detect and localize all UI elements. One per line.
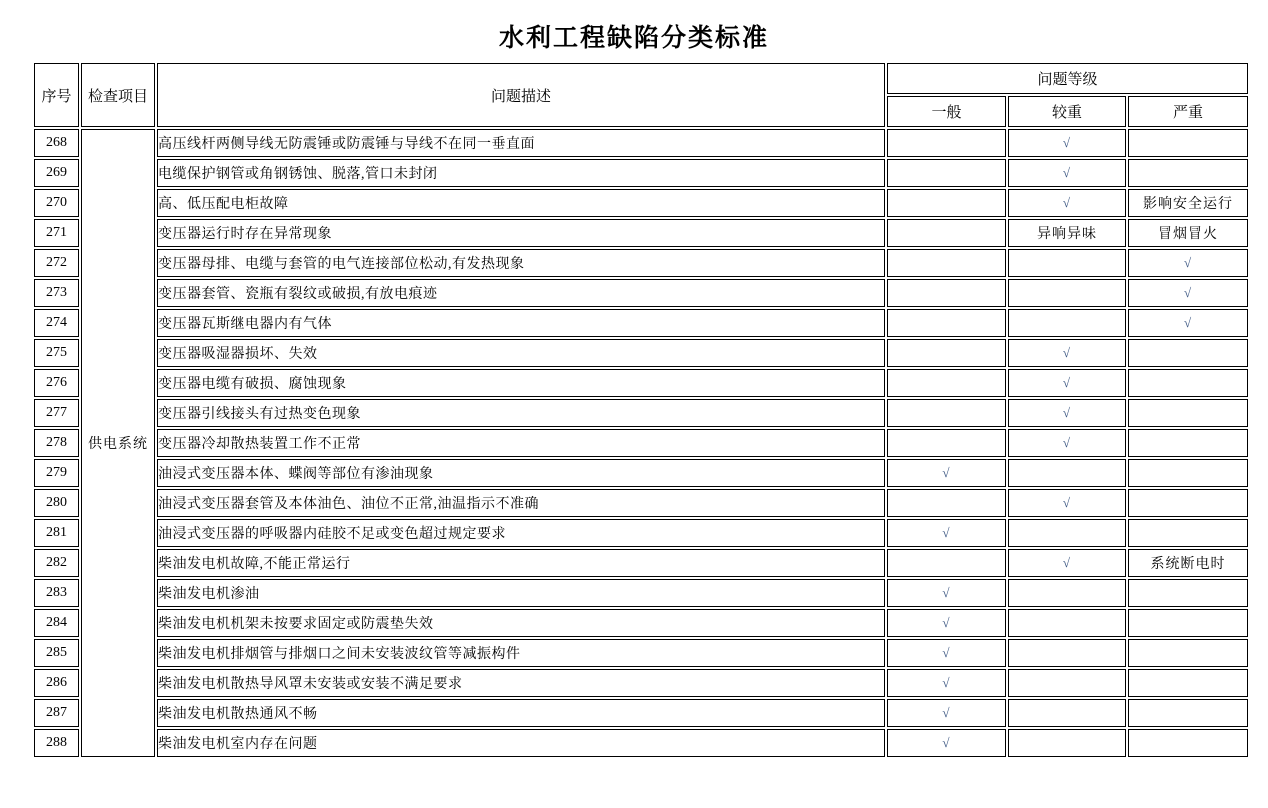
table-row — [34, 249, 1248, 277]
col-header-level-group: 问题等级 — [887, 63, 1248, 94]
grade-severe — [1128, 669, 1248, 697]
table-row — [34, 669, 1248, 697]
grade-general — [887, 309, 1006, 337]
row-number: 272 — [34, 249, 79, 277]
grade-severe: 冒烟冒火 — [1128, 219, 1248, 247]
grade-general — [887, 249, 1006, 277]
table-body — [34, 129, 1248, 757]
row-number: 286 — [34, 669, 79, 697]
page-title: 水利工程缺陷分类标准 — [498, 24, 769, 52]
grade-general: √ — [887, 699, 1006, 727]
defect-description: 油浸式变压器的呼吸器内硅胶不足或变色超过规定要求 — [157, 519, 885, 547]
row-number: 278 — [34, 429, 79, 457]
grade-moderate: √ — [1008, 189, 1126, 217]
grade-moderate: √ — [1008, 159, 1126, 187]
grade-moderate — [1008, 579, 1126, 607]
row-number: 283 — [34, 579, 79, 607]
grade-severe — [1128, 159, 1248, 187]
table-header — [34, 63, 1248, 127]
col-header-category: 检查项目 — [81, 63, 155, 127]
grade-general — [887, 189, 1006, 217]
defect-description: 高、低压配电柜故障 — [157, 189, 885, 217]
grade-general: √ — [887, 669, 1006, 697]
grade-moderate — [1008, 639, 1126, 667]
defect-description: 柴油发电机室内存在问题 — [157, 729, 885, 757]
grade-severe — [1128, 429, 1248, 457]
grade-general: √ — [887, 609, 1006, 637]
defect-description: 油浸式变压器本体、蝶阀等部位有渗油现象 — [157, 459, 885, 487]
table-row — [34, 399, 1248, 427]
table-row — [34, 519, 1248, 547]
row-number: 287 — [34, 699, 79, 727]
grade-severe — [1128, 399, 1248, 427]
grade-general — [887, 159, 1006, 187]
row-number: 285 — [34, 639, 79, 667]
grade-severe — [1128, 519, 1248, 547]
table-row — [34, 579, 1248, 607]
grade-severe — [1128, 339, 1248, 367]
defect-description: 变压器冷却散热装置工作不正常 — [157, 429, 885, 457]
row-number: 275 — [34, 339, 79, 367]
grade-severe — [1128, 129, 1248, 157]
grade-moderate: √ — [1008, 129, 1126, 157]
row-number: 268 — [34, 129, 79, 157]
grade-severe — [1128, 729, 1248, 757]
grade-general: √ — [887, 639, 1006, 667]
grade-general: √ — [887, 729, 1006, 757]
grade-severe — [1128, 609, 1248, 637]
grade-severe — [1128, 489, 1248, 517]
grade-moderate — [1008, 699, 1126, 727]
row-number: 274 — [34, 309, 79, 337]
grade-moderate: √ — [1008, 369, 1126, 397]
defect-description: 高压线杆两侧导线无防震锤或防震锤与导线不在同一垂直面 — [157, 129, 885, 157]
table-row — [34, 609, 1248, 637]
grade-general: √ — [887, 519, 1006, 547]
defect-classification-table — [32, 61, 1250, 759]
row-number: 282 — [34, 549, 79, 577]
table-row — [34, 189, 1248, 217]
grade-moderate — [1008, 519, 1126, 547]
row-number: 277 — [34, 399, 79, 427]
table-row — [34, 279, 1248, 307]
grade-severe: √ — [1128, 309, 1248, 337]
row-number: 276 — [34, 369, 79, 397]
defect-description: 变压器电缆有破损、腐蚀现象 — [157, 369, 885, 397]
table-row — [34, 729, 1248, 757]
grade-general — [887, 369, 1006, 397]
grade-moderate — [1008, 279, 1126, 307]
grade-severe: √ — [1128, 249, 1248, 277]
grade-moderate: √ — [1008, 399, 1126, 427]
row-number: 288 — [34, 729, 79, 757]
table-row — [34, 309, 1248, 337]
table-row — [34, 129, 1248, 157]
defect-description: 柴油发电机机架未按要求固定或防震垫失效 — [157, 609, 885, 637]
table-row — [34, 339, 1248, 367]
grade-severe: 系统断电时 — [1128, 549, 1248, 577]
grade-moderate — [1008, 609, 1126, 637]
col-header-severe: 严重 — [1128, 96, 1248, 127]
defect-description: 电缆保护钢管或角钢锈蚀、脱落,管口未封闭 — [157, 159, 885, 187]
grade-general: √ — [887, 459, 1006, 487]
table-row — [34, 639, 1248, 667]
defect-description: 变压器运行时存在异常现象 — [157, 219, 885, 247]
grade-general — [887, 279, 1006, 307]
grade-moderate — [1008, 729, 1126, 757]
col-header-no: 序号 — [34, 63, 79, 127]
defect-description: 变压器瓦斯继电器内有气体 — [157, 309, 885, 337]
grade-general — [887, 429, 1006, 457]
grade-general — [887, 399, 1006, 427]
grade-general — [887, 549, 1006, 577]
defect-description: 柴油发电机排烟管与排烟口之间未安装波纹管等减振构件 — [157, 639, 885, 667]
grade-moderate: √ — [1008, 489, 1126, 517]
grade-moderate — [1008, 249, 1126, 277]
row-number: 284 — [34, 609, 79, 637]
table-row — [34, 219, 1248, 247]
col-header-general: 一般 — [887, 96, 1006, 127]
grade-moderate: √ — [1008, 549, 1126, 577]
defect-description: 变压器母排、电缆与套管的电气连接部位松动,有发热现象 — [157, 249, 885, 277]
header-row-1 — [34, 63, 1248, 94]
col-header-moderate: 较重 — [1008, 96, 1126, 127]
table-row — [34, 549, 1248, 577]
defect-description: 柴油发电机故障,不能正常运行 — [157, 549, 885, 577]
grade-severe — [1128, 459, 1248, 487]
grade-severe — [1128, 699, 1248, 727]
row-number: 270 — [34, 189, 79, 217]
grade-severe: √ — [1128, 279, 1248, 307]
defect-description: 变压器套管、瓷瓶有裂纹或破损,有放电痕迹 — [157, 279, 885, 307]
row-number: 271 — [34, 219, 79, 247]
grade-severe — [1128, 369, 1248, 397]
defect-description: 变压器吸湿器损坏、失效 — [157, 339, 885, 367]
row-number: 281 — [34, 519, 79, 547]
defect-description: 柴油发电机渗油 — [157, 579, 885, 607]
table-row — [34, 159, 1248, 187]
grade-general — [887, 489, 1006, 517]
grade-general — [887, 129, 1006, 157]
grade-severe — [1128, 579, 1248, 607]
defect-description: 柴油发电机散热导风罩未安装或安装不满足要求 — [157, 669, 885, 697]
grade-moderate: 异响异味 — [1008, 219, 1126, 247]
grade-moderate: √ — [1008, 339, 1126, 367]
row-number: 273 — [34, 279, 79, 307]
grade-moderate — [1008, 459, 1126, 487]
grade-moderate: √ — [1008, 429, 1126, 457]
table-row — [34, 459, 1248, 487]
grade-general — [887, 219, 1006, 247]
row-number: 280 — [34, 489, 79, 517]
defect-description: 变压器引线接头有过热变色现象 — [157, 399, 885, 427]
category-cell: 供电系统 — [81, 129, 155, 757]
grade-general — [887, 339, 1006, 367]
table-row — [34, 369, 1248, 397]
defect-description: 柴油发电机散热通风不畅 — [157, 699, 885, 727]
table-row — [34, 699, 1248, 727]
grade-severe — [1128, 639, 1248, 667]
col-header-description: 问题描述 — [157, 63, 885, 127]
grade-moderate — [1008, 669, 1126, 697]
grade-moderate — [1008, 309, 1126, 337]
row-number: 279 — [34, 459, 79, 487]
defect-description: 油浸式变压器套管及本体油色、油位不正常,油温指示不准确 — [157, 489, 885, 517]
grade-severe: 影响安全运行 — [1128, 189, 1248, 217]
table-row — [34, 429, 1248, 457]
grade-general: √ — [887, 579, 1006, 607]
row-number: 269 — [34, 159, 79, 187]
table-row — [34, 489, 1248, 517]
